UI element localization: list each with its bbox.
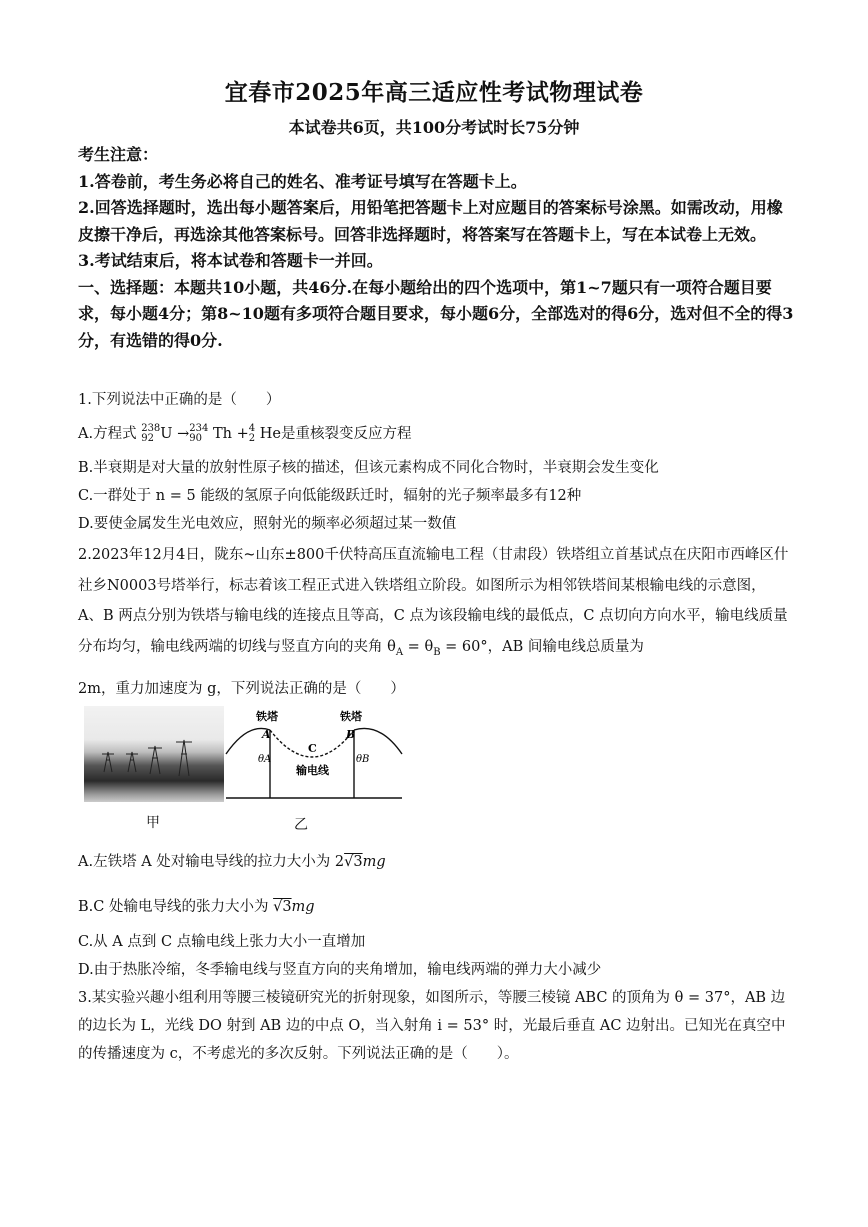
section-1-instructions: 一、选择题：本题共10小题，共46分.在每小题给出的四个选项中，第1~7题只有一项符合题目要求，每小题4分；第8~10题有多项符合题目要求，每小题6分，全部选对的得6分，选对但不全的得3分，有选错的得0分. <box>78 277 794 350</box>
notes-heading: 考生注意： <box>78 145 159 164</box>
q1-a-suffix: 是重核裂变反应方程 <box>281 426 412 442</box>
q1-stem: 1.下列说法中正确的是（ ） <box>78 392 281 408</box>
wire-label: 输电线 <box>296 764 329 777</box>
q2-option-b: B.C 处输电导线的张力大小为 √3mg <box>78 899 315 915</box>
q3-stem: 3.某实验兴趣小组利用等腰三棱镜研究光的折射现象，如图所示，等腰三棱镜 ABC 的顶角为 θ = 37°，AB 边的边长为 L，光线 DO 射到 AB 边的中点 O，当入射角 i = 53° 时，光最后垂直 AC 边射出。已知光在真空中的传播速度为 c，不考虑光的多次反射。下列说法正确的是（ ）。 <box>78 990 786 1062</box>
q2-options <box>78 846 790 984</box>
theta-b-label: θB <box>356 754 370 765</box>
q2-option-d: D.由于热胀冷缩，冬季输电线与竖直方向的夹角增加，输电线两端的弹力大小减少 <box>78 962 602 978</box>
he-isotope-numbers: 4 2 <box>248 423 256 444</box>
u-isotope-numbers: 238 92 <box>141 423 161 444</box>
plus-sign: + <box>236 426 249 442</box>
question-3 <box>78 984 790 1068</box>
tower-label-left: 铁塔 <box>256 710 278 723</box>
page-subtitle: 本试卷共6页，共100分考试时长75分钟 <box>288 118 580 137</box>
exam-notes <box>78 142 796 354</box>
q2-option-c: C.从 A 点到 C 点输电线上张力大小一直增加 <box>78 934 366 950</box>
q1-option-b: B.半衰期是对大量的放射性原子核的描述，但该元素构成不同化合物时，半衰期会发生变化 <box>78 460 659 476</box>
point-a-label: A <box>262 728 271 741</box>
q1-option-c: C.一群处于 n = 5 能级的氢原子向低能级跃迁时，辐射的光子频率最多有12种 <box>78 488 582 504</box>
th-symbol: Th <box>213 426 233 442</box>
reaction-arrow: → <box>177 426 190 442</box>
question-1 <box>78 386 790 538</box>
he-symbol: He <box>259 426 281 442</box>
theta-a-label: θA <box>258 754 272 765</box>
q1-a-prefix: A.方程式 <box>78 426 137 442</box>
page-title: 宜春市2025年高三适应性考试物理试卷 <box>224 79 644 106</box>
point-c-label: C <box>308 742 317 755</box>
figure-caption-yi: 乙 <box>294 817 308 833</box>
q2-stem-2: 2m，重力加速度为 g，下列说法正确的是（ ） <box>78 680 405 697</box>
figure-caption-jia: 甲 <box>146 815 160 831</box>
q1-option-a <box>78 420 790 448</box>
q2-option-a: A.左铁塔 A 处对输电导线的拉力大小为 2√3mg <box>78 854 386 870</box>
question-2 <box>78 540 790 704</box>
notes-item-2: 2.回答选择题时，选出每小题答案后，用铅笔把答题卡上对应题目的答案标号涂黑。如需改动，用橡皮擦干净后，再选涂其他答案标号。回答非选择题时，将答案写在答题卡上，写在本试卷上无效。 <box>78 198 783 244</box>
point-b-label: B <box>346 728 356 741</box>
notes-item-1: 1.答卷前，考生务必将自己的姓名、准考证号填写在答题卡上。 <box>78 171 527 191</box>
q2-figures <box>84 702 404 832</box>
u-symbol: U <box>160 426 173 442</box>
th-isotope-numbers: 234 90 <box>189 423 209 444</box>
q1-option-d: D.要使金属发生光电效应，照射光的频率必须超过某一数值 <box>78 516 457 532</box>
tower-label-right: 铁塔 <box>340 710 362 723</box>
q2-stem: 2.2023年12月4日，陇东~山东±800千伏特高压直流输电工程（甘肃段）铁塔组立首基试点在庆阳市西峰区什社乡N0003号塔举行，标志着该工程正式进入铁塔组立阶段。如图所示为相邻铁塔间某根输电线的示意图，A、B 两点分别为铁塔与输电线的连接点且等高，C 点为该段输电线的最低点，C 点切向方向水平，输电线质量分布均匀，输电线两端的切线与竖直方向的夹角 $\theta_A = \theta_B = 60^\circ$，AB 间输电线总质量为 <box>78 547 789 658</box>
wire-diagram <box>224 702 404 812</box>
notes-item-3: 3.考试结束后，将本试卷和答题卡一并回。 <box>78 251 383 270</box>
wire-right-span <box>354 728 402 754</box>
